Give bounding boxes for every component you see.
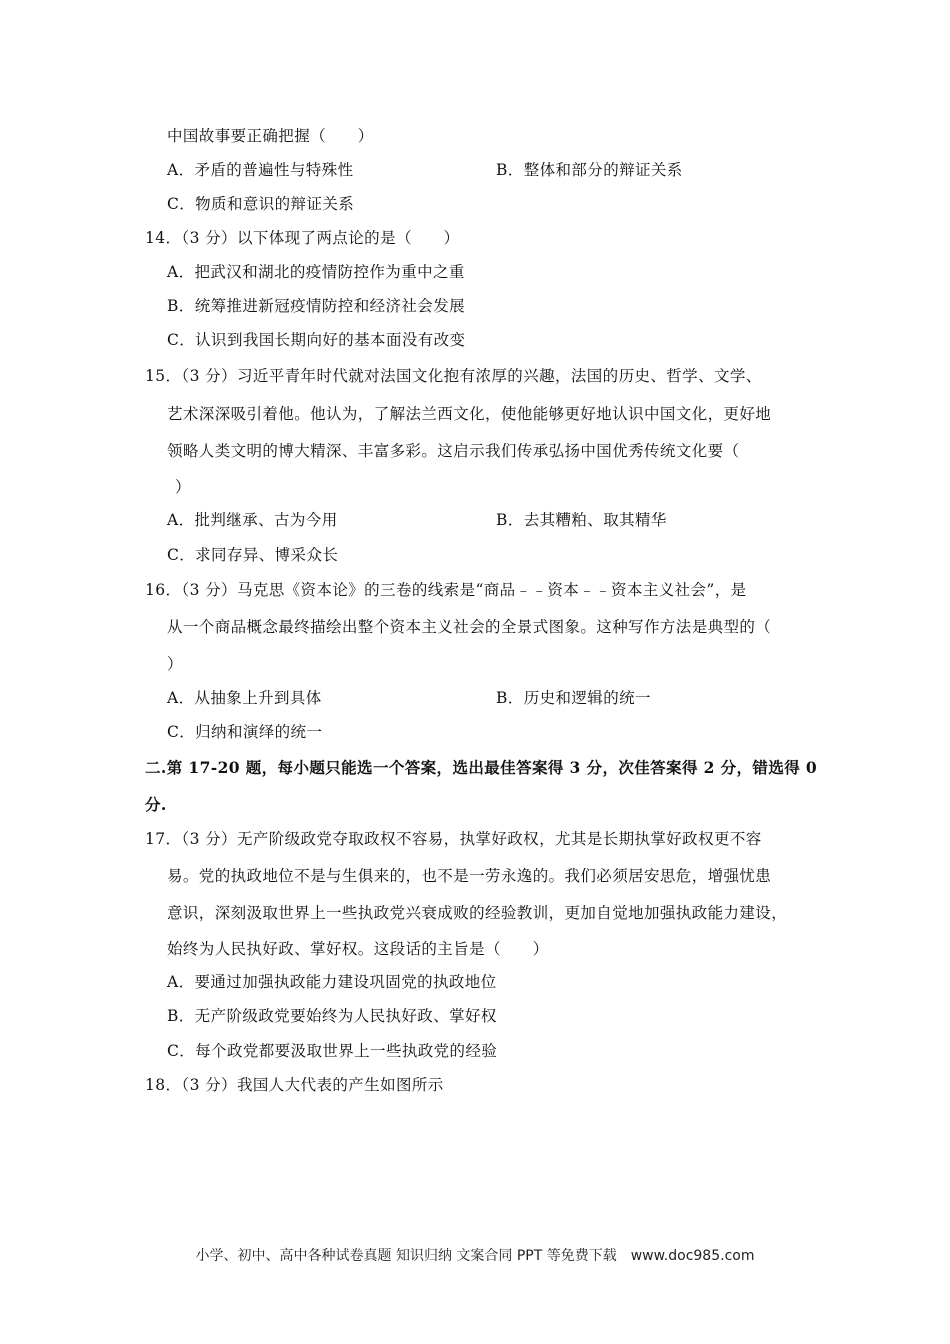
q13-option-b: B．整体和部分的辩证关系: [496, 161, 683, 179]
q18-stem: 18．（3 分）我国人大代表的产生如图所示: [145, 1076, 444, 1094]
q17-stem-line4: 始终为人民执好政、掌好权。这段话的主旨是（ ）: [167, 940, 549, 958]
q15-stem-line1: 15．（3 分）习近平青年时代就对法国文化抱有浓厚的兴趣，法国的历史、哲学、文学、: [145, 367, 762, 385]
q14-option-c: C．认识到我国长期向好的基本面没有改变: [167, 331, 466, 349]
q17-option-c: C．每个政党都要汲取世界上一些执政党的经验: [167, 1042, 498, 1060]
q15-option-c: C．求同存异、博采众长: [167, 546, 339, 564]
q15-stem-line4: ）: [175, 478, 191, 496]
q15-stem-line2: 艺术深深吸引着他。他认为，了解法兰西文化，使他能够更好地认识中国文化，更好地: [167, 405, 772, 423]
section-2-heading-line1: 二.第 17-20 题，每小题只能选一个答案，选出最佳答案得 3 分，次佳答案得 2 分，错选得 0: [145, 758, 818, 777]
q15-option-b: B．去其糟粕、取其精华: [496, 511, 667, 529]
q15-stem-line3: 领略人类文明的博大精深、丰富多彩。这启示我们传承弘扬中国优秀传统文化要（: [167, 442, 740, 460]
q16-option-b: B．历史和逻辑的统一: [496, 689, 651, 707]
q14-stem: 14．（3 分）以下体现了两点论的是（ ）: [145, 229, 460, 247]
section-2-heading-line2: 分.: [145, 795, 167, 814]
q16-stem-line1: 16．（3 分）马克思《资本论》的三卷的线索是“商品﹣﹣资本﹣﹣资本主义社会”，是: [145, 581, 747, 599]
q16-option-c: C．归纳和演绎的统一: [167, 723, 323, 741]
q17-stem-line3: 意识，深刻汲取世界上一些执政党兴衰成败的经验教训，更加自觉地加强执政能力建设，: [167, 904, 788, 922]
q13-stem-tail: 中国故事要正确把握（ ）: [167, 127, 374, 145]
q13-option-c: C．物质和意识的辩证关系: [167, 195, 355, 213]
q16-stem-line2: 从一个商品概念最终描绘出整个资本主义社会的全景式图象。这种写作方法是典型的（: [167, 618, 772, 636]
q16-stem-line3: ）: [167, 655, 183, 673]
q14-option-a: A．把武汉和湖北的疫情防控作为重中之重: [167, 263, 465, 281]
q17-stem-line1: 17．（3 分）无产阶级政党夺取政权不容易，执掌好政权，尤其是长期执掌好政权更不容: [145, 830, 762, 848]
q14-option-b: B．统筹推进新冠疫情防控和经济社会发展: [167, 297, 465, 315]
q17-option-a: A．要通过加强执政能力建设巩固党的执政地位: [167, 973, 497, 991]
q13-option-a: A．矛盾的普遍性与特殊性: [167, 161, 354, 179]
q17-stem-line2: 易。党的执政地位不是与生俱来的，也不是一劳永逸的。我们必须居安思危，增强忧患: [167, 867, 772, 885]
page-footer: 小学、初中、高中各种试卷真题 知识归纳 文案合同 PPT 等免费下载 www.doc985.com: [195, 1248, 755, 1264]
q17-option-b: B．无产阶级政党要始终为人民执好政、掌好权: [167, 1007, 497, 1025]
q15-option-a: A．批判继承、古为今用: [167, 511, 338, 529]
q16-option-a: A．从抽象上升到具体: [167, 689, 322, 707]
